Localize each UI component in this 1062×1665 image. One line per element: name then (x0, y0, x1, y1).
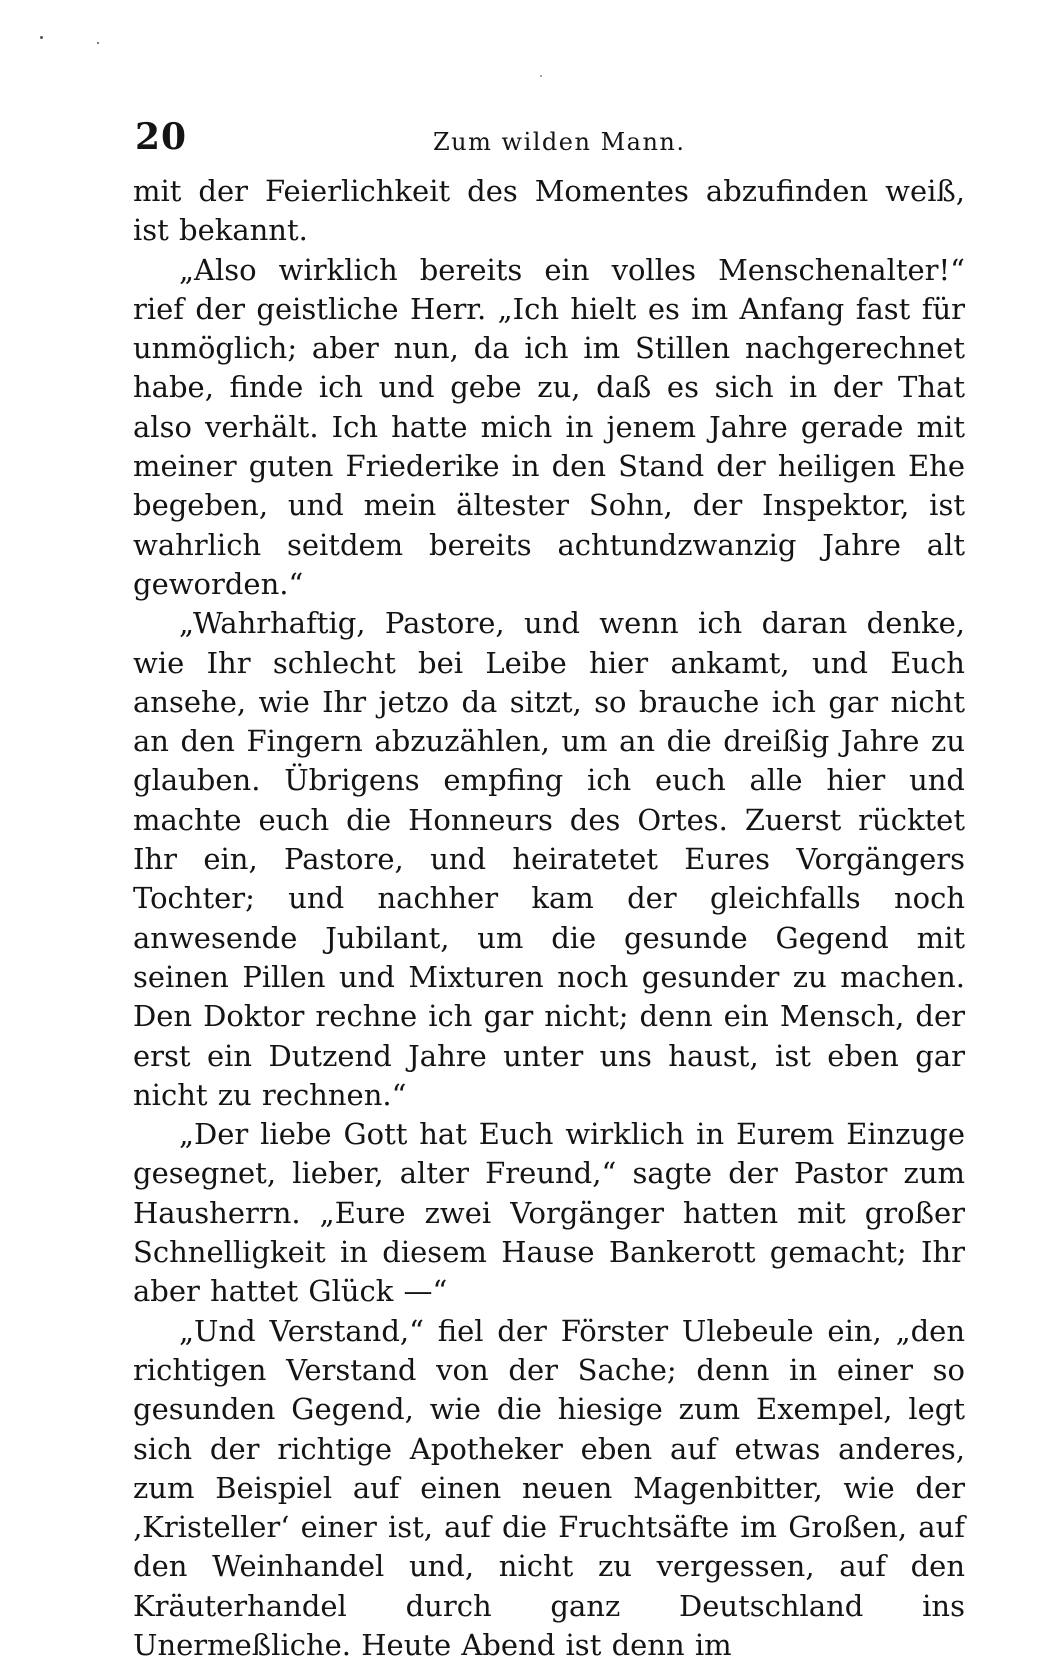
paragraph-3: „Wahrhaftig, Pastore, und wenn ich daran denke, wie Ihr schlecht bei Leibe hier ankamt, und Euch ansehe, wie Ihr jetzo da sitzt, so brauche ich gar nicht an den Fingern abzuzählen, um an die dreißig Jahre zu glauben. Übrigens empfing ich euch alle hier und machte euch die Honneurs des Ortes. Zuerst rücktet Ihr ein, Pastore, und heiratetet Eures Vorgängers Tochter; und nachher kam der gleichfalls noch anwesende Jubilant, um die gesunde Gegend mit seinen Pillen und Mixturen noch gesunder zu machen. Den Doktor rechne ich gar nicht; denn ein Mensch, der erst ein Dutzend Jahre unter uns haust, ist eben gar nicht zu rechnen.“ (133, 606, 965, 1112)
paragraph-1: mit der Feierlichkeit des Momentes abzufinden weiß, ist bekannt. (133, 174, 965, 248)
paragraph-4: „Der liebe Gott hat Euch wirklich in Eurem Einzuge gesegnet, lieber, alter Freund,“ sagte der Pastor zum Hausherrn. „Eure zwei Vorgänger hatten mit großer Schnelligkeit in diesem Hause Bankerott gemacht; Ihr aber hattet Glück —“ (133, 1117, 965, 1309)
page-header (133, 114, 965, 164)
page-number: 20 (135, 116, 188, 158)
print-speck (97, 42, 99, 44)
body-text (133, 172, 965, 1662)
print-speck (40, 36, 43, 39)
paragraph-5: „Und Verstand,“ fiel der Förster Ulebeule ein, „den richtigen Verstand von der Sache; denn in einer so gesunden Gegend, wie die hiesige zum Exempel, legt sich der richtige Apotheker eben auf etwas anderes, zum Beispiel auf einen neuen Magenbitter, wie der ‚Kristeller‘ einer ist, auf die Fruchtsäfte im Großen, auf den Weinhandel und, nicht zu vergessen, auf den Kräuterhandel durch ganz Deutschland ins Unermeßliche. Heute Abend ist denn im (133, 1313, 965, 1662)
running-title: Zum wilden Mann. (433, 128, 686, 156)
print-speck (540, 75, 542, 77)
paragraph-2: „Also wirklich bereits ein volles Menschenalter!“ rief der geistliche Herr. „Ich hielt es im Anfang fast für unmöglich; aber nun, da ich im Stillen nachgerechnet habe, finde ich und gebe zu, daß es sich in der That also verhält. Ich hatte mich in jenem Jahre gerade mit meiner guten Friederike in den Stand der heiligen Ehe begeben, und mein ältester Sohn, der Inspektor, ist wahrlich seitdem bereits achtundzwanzig Jahre alt geworden.“ (133, 252, 965, 601)
